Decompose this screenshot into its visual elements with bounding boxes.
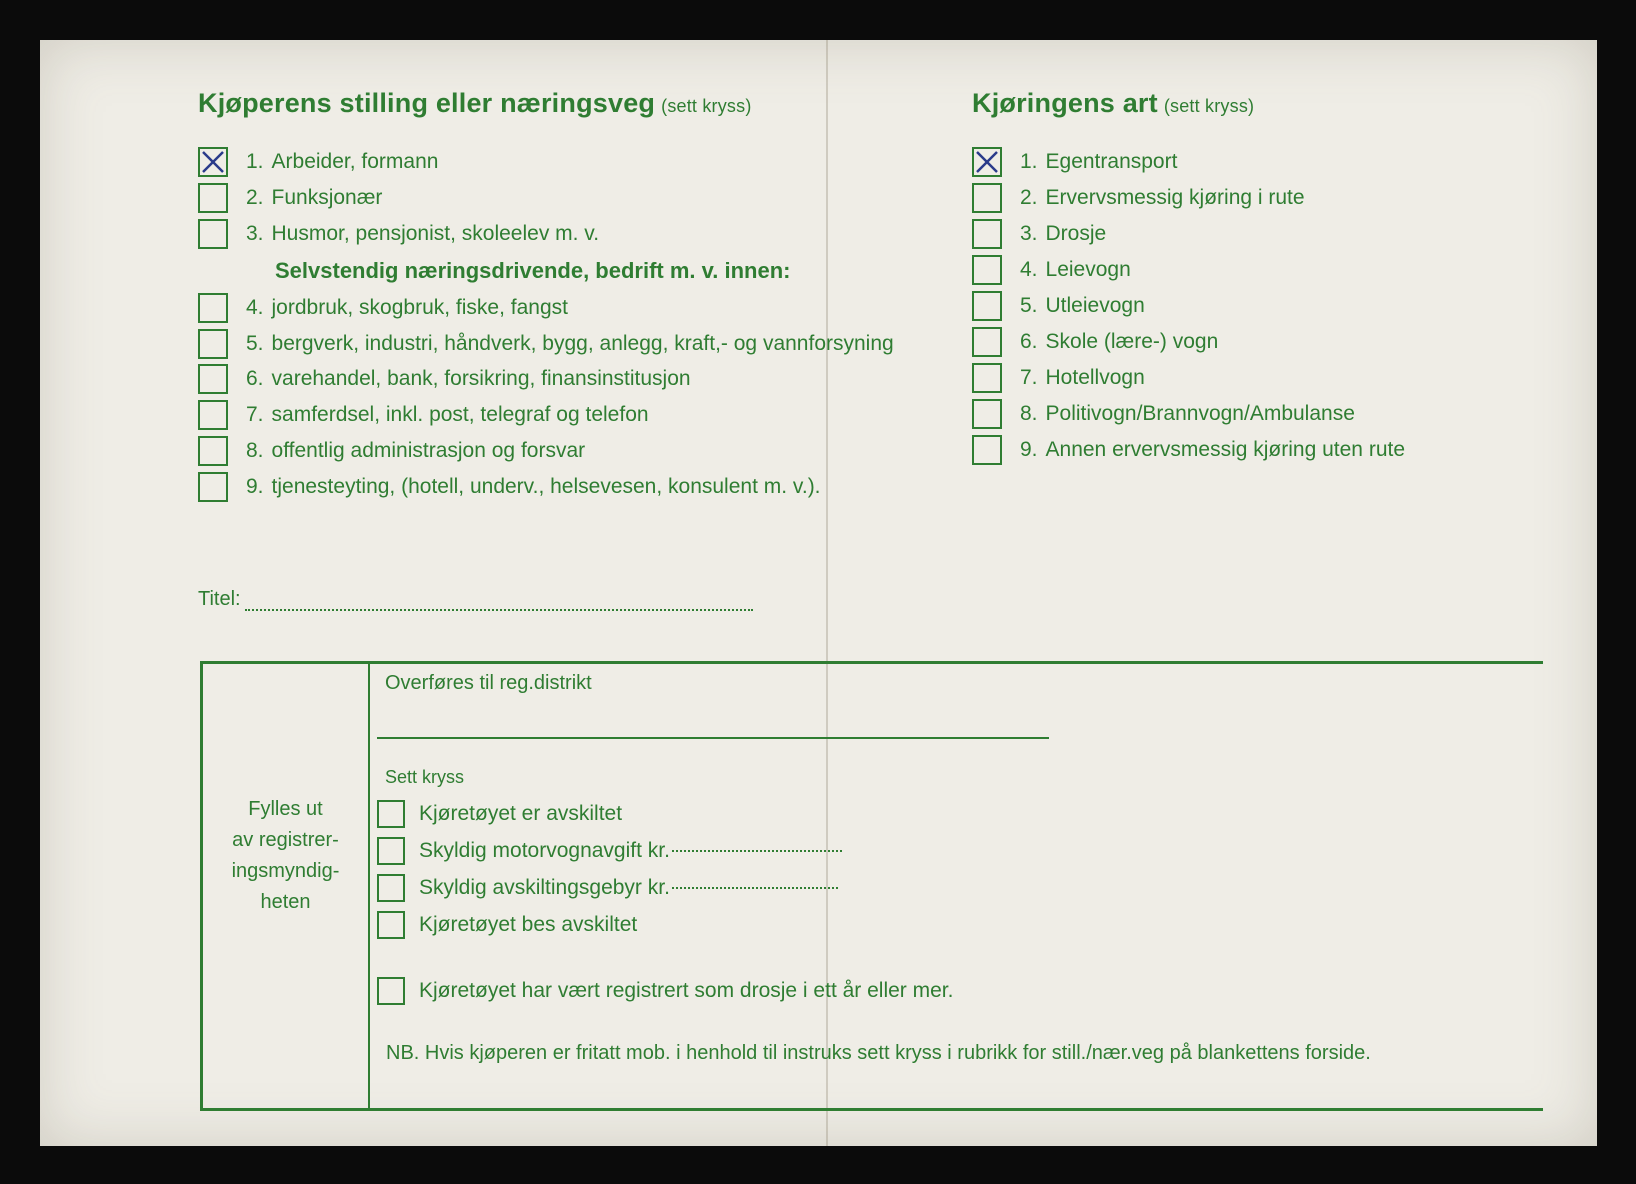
occupation-item-8[interactable] <box>198 436 585 466</box>
driving-type-item-9[interactable] <box>972 435 1405 465</box>
item-number: 2. <box>246 186 264 209</box>
driving-type-item-4[interactable] <box>972 255 1131 285</box>
item-label: Egentransport <box>1045 150 1178 173</box>
item-number: 9. <box>1020 438 1038 461</box>
occupation-item-7[interactable] <box>198 400 649 430</box>
driving-type-item-3[interactable] <box>972 219 1106 249</box>
driving-type-item-7[interactable] <box>972 363 1145 393</box>
occupation-item-1[interactable] <box>198 147 438 177</box>
item-label: samferdsel, inkl. post, telegraf og telefon <box>271 403 649 426</box>
item-label: Drosje <box>1045 222 1107 245</box>
right-heading-note: (sett kryss) <box>1163 96 1255 116</box>
driving-type-item-5[interactable] <box>972 291 1145 321</box>
item-label: jordbruk, skogbruk, fiske, fangst <box>271 296 568 319</box>
check-x-icon <box>200 149 226 175</box>
item-number: 2. <box>1020 186 1038 209</box>
side-label-line: heten <box>260 891 311 913</box>
checkbox[interactable] <box>198 293 228 323</box>
panel-item-label: Skyldig avskiltingsgebyr kr. <box>419 876 670 899</box>
checkbox[interactable] <box>972 363 1002 393</box>
checkbox[interactable] <box>972 399 1002 429</box>
occupation-item-5[interactable] <box>198 329 894 359</box>
titel-label: Titel: <box>198 588 241 610</box>
amount-dotted-line[interactable] <box>672 887 838 889</box>
occupation-item-4[interactable] <box>198 293 568 323</box>
driving-type-item-1[interactable] <box>972 147 1177 177</box>
panel-item-label: Kjøretøyet bes avskiltet <box>419 913 638 936</box>
checkbox[interactable] <box>198 400 228 430</box>
checkbox[interactable] <box>198 472 228 502</box>
checkbox[interactable] <box>198 219 228 249</box>
panel-item-label: Kjøretøyet er avskiltet <box>419 802 623 825</box>
item-number: 9. <box>246 475 264 498</box>
item-number: 4. <box>246 296 264 319</box>
item-label: Skole (lære-) vogn <box>1045 330 1219 353</box>
item-label: Politivogn/Brannvogn/Ambulanse <box>1045 402 1355 425</box>
item-label: bergverk, industri, håndverk, bygg, anlegg, kraft,- og vannforsyning <box>271 332 894 355</box>
checkbox[interactable] <box>377 911 405 939</box>
occupation-item-3[interactable] <box>198 219 599 249</box>
checkbox[interactable] <box>377 837 405 865</box>
item-number: 3. <box>1020 222 1038 245</box>
driving-type-item-2[interactable] <box>972 183 1305 213</box>
occupation-item-2[interactable] <box>198 183 382 213</box>
item-number: 7. <box>246 403 264 426</box>
item-label: offentlig administrasjon og forsvar <box>271 439 586 462</box>
panel-item-label: Kjøretøyet har vært registrert som drosje i ett år eller mer. <box>419 979 954 1002</box>
item-label: Utleievogn <box>1045 294 1145 317</box>
checkbox[interactable] <box>972 183 1002 213</box>
driving-type-item-8[interactable] <box>972 399 1355 429</box>
amount-dotted-line[interactable] <box>672 850 842 852</box>
item-number: 5. <box>1020 294 1038 317</box>
item-number: 1. <box>246 150 264 173</box>
checkbox[interactable] <box>377 874 405 902</box>
item-label: varehandel, bank, forsikring, finansinstitusjon <box>271 367 691 390</box>
item-label: Ervervsmessig kjøring i rute <box>1045 186 1305 209</box>
checkbox[interactable] <box>198 183 228 213</box>
item-label: Annen ervervsmessig kjøring uten rute <box>1045 438 1406 461</box>
overfores-line[interactable] <box>377 737 1049 739</box>
side-label-line: av registrer- <box>232 829 339 851</box>
checkbox[interactable] <box>377 977 405 1005</box>
item-label: Arbeider, formann <box>271 150 439 173</box>
side-label-line: Fylles ut <box>248 798 323 820</box>
item-label: Leievogn <box>1045 258 1131 281</box>
item-number: 3. <box>246 222 264 245</box>
panel-item-label: Skyldig motorvognavgift kr. <box>419 839 670 862</box>
checkbox[interactable] <box>972 327 1002 357</box>
item-number: 1. <box>1020 150 1038 173</box>
panel-item-bes-avskiltet[interactable] <box>377 911 637 939</box>
occupation-item-6[interactable] <box>198 364 691 394</box>
checkbox[interactable] <box>198 364 228 394</box>
checkbox[interactable] <box>972 291 1002 321</box>
overfores-label: Overføres til reg.distrikt <box>385 672 592 694</box>
self-employed-subheading: Selvstendig næringsdrivende, bedrift m. v. innen: <box>275 258 791 283</box>
right-heading <box>972 88 1254 119</box>
occupation-item-9[interactable] <box>198 472 821 502</box>
right-heading-title: Kjøringens art <box>972 88 1158 118</box>
checkbox[interactable] <box>972 219 1002 249</box>
registration-authority-panel <box>200 661 1543 1111</box>
checkbox[interactable] <box>198 147 228 177</box>
item-label: Hotellvogn <box>1045 366 1145 389</box>
checkbox[interactable] <box>972 255 1002 285</box>
driving-type-item-6[interactable] <box>972 327 1218 357</box>
checkbox[interactable] <box>198 329 228 359</box>
left-heading-title: Kjøperens stilling eller næringsveg <box>198 88 656 118</box>
checkbox[interactable] <box>972 147 1002 177</box>
panel-item-drosje[interactable] <box>377 977 953 1005</box>
item-number: 6. <box>1020 330 1038 353</box>
item-label: tjenesteyting, (hotell, underv., helsevesen, konsulent m. v.). <box>271 475 821 498</box>
side-label-line: ingsmyndig- <box>231 860 340 882</box>
panel-side-label <box>203 794 368 918</box>
item-number: 8. <box>246 439 264 462</box>
panel-item-motorvognavgift[interactable] <box>377 837 842 865</box>
panel-item-avskiltet[interactable] <box>377 800 622 828</box>
panel-divider <box>368 664 370 1108</box>
item-number: 8. <box>1020 402 1038 425</box>
panel-item-avskiltingsgebyr[interactable] <box>377 874 838 902</box>
item-number: 6. <box>246 367 264 390</box>
check-x-icon <box>974 149 1000 175</box>
item-label: Funksjonær <box>271 186 383 209</box>
checkbox[interactable] <box>198 436 228 466</box>
left-heading-note: (sett kryss) <box>661 96 752 116</box>
item-number: 4. <box>1020 258 1038 281</box>
nb-note: NB. Hvis kjøperen er fritatt mob. i henhold til instruks sett kryss i rubrikk for still./nær.veg på blankettens forside. <box>386 1042 1371 1064</box>
item-number: 7. <box>1020 366 1038 389</box>
left-heading <box>198 88 752 119</box>
sett-kryss-label: Sett kryss <box>385 767 465 787</box>
titel-dotted-line <box>245 609 753 611</box>
titel-field[interactable] <box>198 588 753 611</box>
item-label: Husmor, pensjonist, skoleelev m. v. <box>271 222 600 245</box>
checkbox[interactable] <box>377 800 405 828</box>
checkbox[interactable] <box>972 435 1002 465</box>
item-number: 5. <box>246 332 264 355</box>
